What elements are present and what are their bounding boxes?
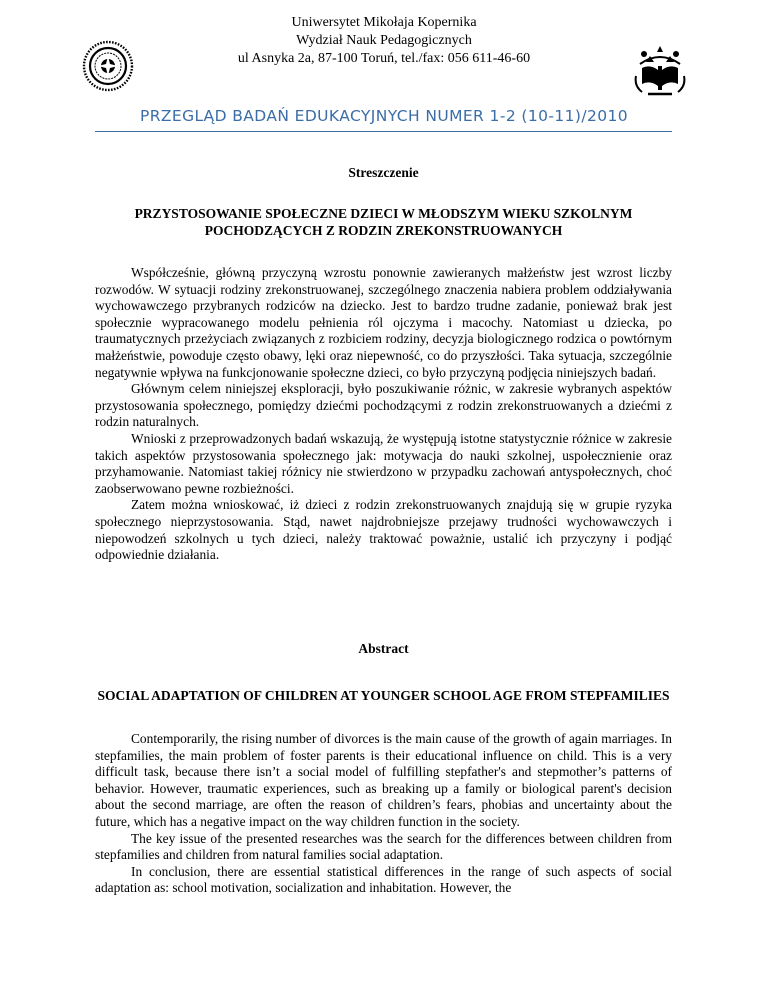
english-abstract-body bbox=[95, 731, 672, 897]
header-divider bbox=[95, 131, 672, 132]
polish-paragraph: Wnioski z przeprowadzonych badań wskazują, że występują istotne statystycznie różnice w zakresie takich aspektów przystosowania społecznego jak: motywacja do nauki szkolnej, uspołecznienie oraz przyhamowanie. Natomiast takiej różnicy nie stwierdzono w przypadku zachowań antyspołecznych, choć zaobserwowano pewne rozbieżności. bbox=[95, 430, 672, 496]
english-paragraph: In conclusion, there are essential statistical differences in the range of such aspects of social adaptation as: school motivation, socialization and inhabitation. However, the bbox=[95, 863, 672, 896]
english-paragraph: Contemporarily, the rising number of divorces is the main cause of the growth of again marriages. In stepfamilies, the main problem of foster parents is their educational influence on child. This is a very difficult task, because there isn’t a social model of fulfilling stepfather's and stepmother’s patterns of behavior. However, traumatic experiences, such as breaking up a family or biological parent's decision about the second marriage, are often the reason of children’s fears, phobias and uncertainty about the future, which has a negative impact on the way children function in the society. bbox=[95, 731, 672, 829]
institution-header bbox=[150, 14, 618, 68]
english-article-title: SOCIAL ADAPTATION OF CHILDREN AT YOUNGER SCHOOL AGE FROM STEPFAMILIES bbox=[97, 688, 670, 703]
polish-article-title: PRZYSTOSOWANIE SPOŁECZNE DZIECI W MŁODSZYM WIEKU SZKOLNYM POCHODZĄCYCH Z RODZIN ZREKONSTRUOWANYCH bbox=[134, 206, 633, 238]
journal-title: PRZEGLĄD BADAŃ EDUKACYJNYCH NUMER 1-2 (10-11)/2010 bbox=[139, 107, 629, 125]
university-seal-logo bbox=[82, 40, 134, 92]
address-line: ul Asnyka 2a, 87-100 Toruń, tel./fax: 056 611-46-60 bbox=[237, 51, 531, 66]
polish-paragraph: Zatem można wnioskować, iż dzieci z rodzin zrekonstruowanych znajdują się w grupie ryzyka społecznego nieprzystosowania. Stąd, nawet najdrobniejsze przejawy trudności wychowawczych i niepowodzeń szkolnych u tych dzieci, należy traktować poważnie, ustalić ich przyczyny i podjąć odpowiednie działania. bbox=[95, 497, 672, 563]
faculty-emblem-logo bbox=[632, 42, 688, 100]
english-paragraph: The key issue of the presented researches was the search for the differences between children from stepfamilies and children from natural families social adaptation. bbox=[95, 830, 672, 863]
polish-paragraph: Głównym celem niniejszej eksploracji, było poszukiwanie różnic, w zakresie wybranych aspektów przystosowania społecznego, pomiędzy dziećmi pochodzącymi z rodzin zrekonstruowanych a dziećmi z rodzin naturalnych. bbox=[95, 381, 672, 430]
faculty-name: Wydział Nauk Pedagogicznych bbox=[296, 33, 472, 48]
streszczenie-heading: Streszczenie bbox=[348, 165, 419, 180]
abstract-heading: Abstract bbox=[358, 641, 409, 656]
polish-paragraph: Współcześnie, główną przyczyną wzrostu ponownie zawieranych małżeństw jest wzrost liczby rozwodów. W sytuacji rodziny zrekonstruowanej, szczególnego znaczenia nabiera problem oddziaływania wychowawczego przybranych rodziców na dziecko. Jest to bardzo trudne zadanie, ponieważ brak jest społecznie wypracowanego modelu pełnienia ról ojczyma i macochy. Natomiast u dziecka, po traumatycznych przeżyciach związanych z rozbiciem rodziny, decyzja biologicznego rodzica o powtórnym małżeństwie, powoduje często obawy, lęki oraz niepewność, co do przyszłości. Taka sytuacja, szczególnie negatywnie wpływa na funkcjonowanie społeczne dzieci, co było przyczyną podjęcia niniejszych badań. bbox=[95, 265, 672, 380]
university-name: Uniwersytet Mikołaja Kopernika bbox=[291, 15, 477, 30]
polish-abstract-body bbox=[95, 265, 672, 564]
